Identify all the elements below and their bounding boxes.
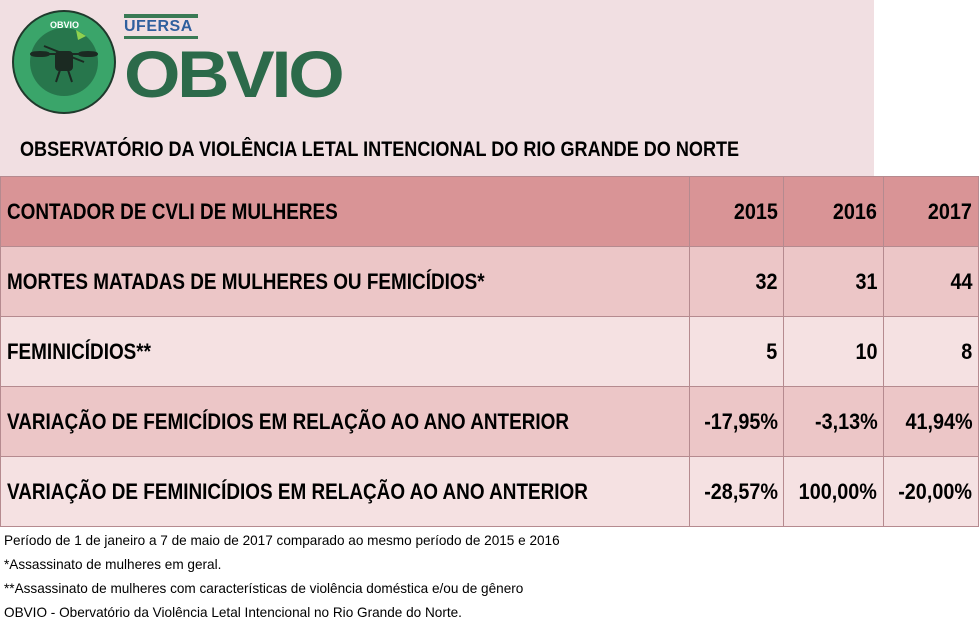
table-header-row — [1, 177, 979, 247]
value-cell: -28,57% — [689, 457, 784, 527]
footnote-period: Período de 1 de janeiro a 7 de maio de 2017 comparado ao mesmo período de 2015 e 2016 — [4, 532, 560, 548]
ufersa-label: UFERSA — [124, 18, 193, 35]
table-row — [1, 247, 979, 317]
header-banner — [0, 0, 874, 176]
row-label-cell: VARIAÇÃO DE FEMICÍDIOS EM RELAÇÃO AO ANO ANTERIOR — [1, 387, 690, 457]
row-label-cell: FEMINICÍDIOS** — [1, 317, 690, 387]
value-cell: 31 — [784, 247, 884, 317]
value-cell: 41,94% — [884, 387, 979, 457]
footnote-femicide: *Assassinato de mulheres em geral. — [4, 556, 222, 572]
row-label-cell: MORTES MATADAS DE MULHERES OU FEMICÍDIOS* — [1, 247, 690, 317]
value-cell: 32 — [689, 247, 784, 317]
table-row — [1, 317, 979, 387]
value-cell: -17,95% — [689, 387, 784, 457]
page-title: OBSERVATÓRIO DA VIOLÊNCIA LETAL INTENCIONAL DO RIO GRANDE DO NORTE — [20, 138, 740, 161]
seal-top-label: OBVIO — [50, 20, 80, 30]
header-year-2015: 2015 — [689, 177, 784, 247]
footnote-feminicide: **Assassinato de mulheres com características de violência doméstica e/ou de gênero — [4, 580, 524, 596]
footnotes — [4, 528, 577, 624]
table-row — [1, 457, 979, 527]
obvio-logo-text: OBVIO — [124, 37, 342, 111]
value-cell: 100,00% — [784, 457, 884, 527]
header-label: CONTADOR DE CVLI DE MULHERES — [7, 198, 338, 224]
footnote-source: OBVIO - Obervatório da Violência Letal Intencional no Rio Grande do Norte. — [4, 604, 462, 620]
value-cell: -20,00% — [884, 457, 979, 527]
value-cell: 44 — [884, 247, 979, 317]
obvio-seal-logo — [10, 8, 118, 116]
value-cell: 10 — [784, 317, 884, 387]
header-year-2017: 2017 — [884, 177, 979, 247]
header-label-cell — [1, 177, 690, 247]
row-label-cell: VARIAÇÃO DE FEMINICÍDIOS EM RELAÇÃO AO ANO ANTERIOR — [1, 457, 690, 527]
value-cell: 8 — [884, 317, 979, 387]
header-year-2016: 2016 — [784, 177, 884, 247]
value-cell: -3,13% — [784, 387, 884, 457]
cvli-table — [0, 176, 979, 527]
value-cell: 5 — [689, 317, 784, 387]
table-row — [1, 387, 979, 457]
